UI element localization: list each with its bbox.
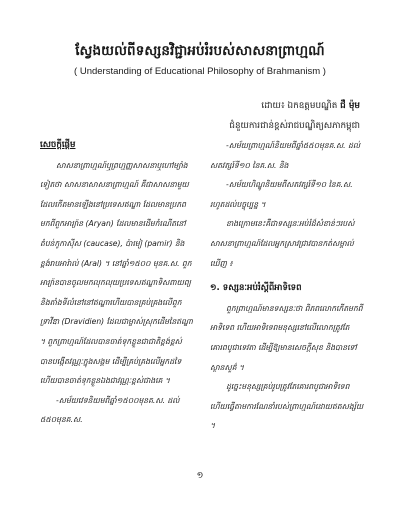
document-title: ស្វែងយល់ពីទស្សនវិជ្ជាអប់រំរបស់សាសនាព្រាហ្មណ៍: [75, 43, 325, 59]
right-paragraph-5: ដូច្នេះមនុស្សគ្រប់រូបត្រូវតែគោរពបូជាអាទិទេព ហើយធ្វើតាមការណែនាំរបស់ព្រាហ្មណ៍ដោយឥតសង្ស័យ ។: [210, 382, 364, 431]
section-heading-introduction: សេចក្តីផ្តើម: [40, 140, 76, 150]
right-column: [210, 136, 365, 436]
right-paragraph-4: ពួកព្រាហ្មណ៍មានទស្សនៈថា ពិភពលោកកើតមកពីអាទិទេព ហើយអាទិទេពមនុស្សនៅលើលោកត្រូវតែគោរពបូជាទេវតា ដើម្បីឱ្យមានសេចក្តីសុខ និងបានទៅស្ថានសួគ៌ ។: [210, 303, 363, 372]
document-subtitle: ( Understanding of Educational Philosophy of Brahmanism ): [74, 66, 326, 77]
right-paragraph-1: -សម័យព្រាហ្មណ៍និយមពីឆ្នាំ៥៥០មុនគ.ស. ដល់សតវត្សរ៍ទី១០ នៃគ.ស. និង: [210, 141, 361, 170]
left-paragraph-1: សាសនាព្រាហ្មណ៍ឬព្រហ្មញ្ញសាសនាឬហៅម្យ៉ាងទៀតថា សាសនាសាសនាព្រាហ្មណ៍ គឺជាសាសនាមួយដែលកើតមានឡើងនៅប្រទេសឥណ្ឌា ដែលមានប្រភពមកពីពួកអារ្យ៉ាន (Aryan) ដែលមានដើមកំណើតនៅតំបន់កូកាស៊ីស (caucase), ប៉ាមៀ (pamir) និងខ្ពង់រាបអារ៉ាល់ (Aral) ។ នៅឆ្នាំ១៥០០ មុនគ.ស. ពួកអារ្យ៉ានបានចូលមកលុកលុយប្រទេសឥណ្ឌាទិសពាយព្យ និងតាំងទីលំនៅនៅឥណ្ឌាហើយបានគ្រប់គ្រងលើពួកទ្រាវីឌា (Dravidien) ដែលជាម្ចាស់ស្រុកដើមនៃឥណ្ឌា ។ ពួកព្រាហ្មណ៍ដែលបានចាត់ទុកខ្លួនជាជាតិខ្ពង់ខ្ពស់ បានបង្កើតវណ្ណៈក្នុងសង្គម ដើម្បីគ្រប់គ្រងលើអ្នកដទៃ ហើយបានចាត់ទុកខ្លួនឯងជាវណ្ណៈខ្ពស់ជាងគេ ។: [40, 160, 193, 386]
right-paragraph-3: ខាងក្រោមនេះគឺជាទស្សនៈអប់រំដ៏សំខាន់ៗរបស់សាសនាព្រាហ្មណ៍ដែលអ្នកស្រាវជ្រាវបានកត់សម្គាល់ឃើញ ៖: [210, 219, 355, 268]
author-line-2: ជំនួយការជាន់ខ្ពស់រាជបណ្ឌិត្យសភាកម្ពុជា: [229, 121, 360, 131]
right-paragraph-2: -សម័យហិណ្ឌូនិយមពីសតវត្សរ៍ទី១០ នៃគ.ស. រហូតដល់បច្ចុប្បន្ន ។: [210, 180, 353, 209]
page-number: ១: [196, 471, 204, 481]
author-line-1: [229, 96, 360, 116]
author-prefix: ដោយ៖ ឯកឧត្តមបណ្ឌិត: [261, 101, 341, 111]
section-heading-deity: ១. ទស្សនៈអប់រំស្តីពីអាទិទេព: [210, 283, 302, 294]
author-block: [229, 96, 360, 136]
left-paragraph-2: -សម័យវេទនិយមពីឆ្នាំ១៥០០មុនគ.ស. ដល់ ៥៥០មុនគ.ស.: [40, 395, 180, 425]
author-name: ជឺ ម៉ុម: [340, 101, 360, 111]
left-column: [40, 136, 195, 430]
